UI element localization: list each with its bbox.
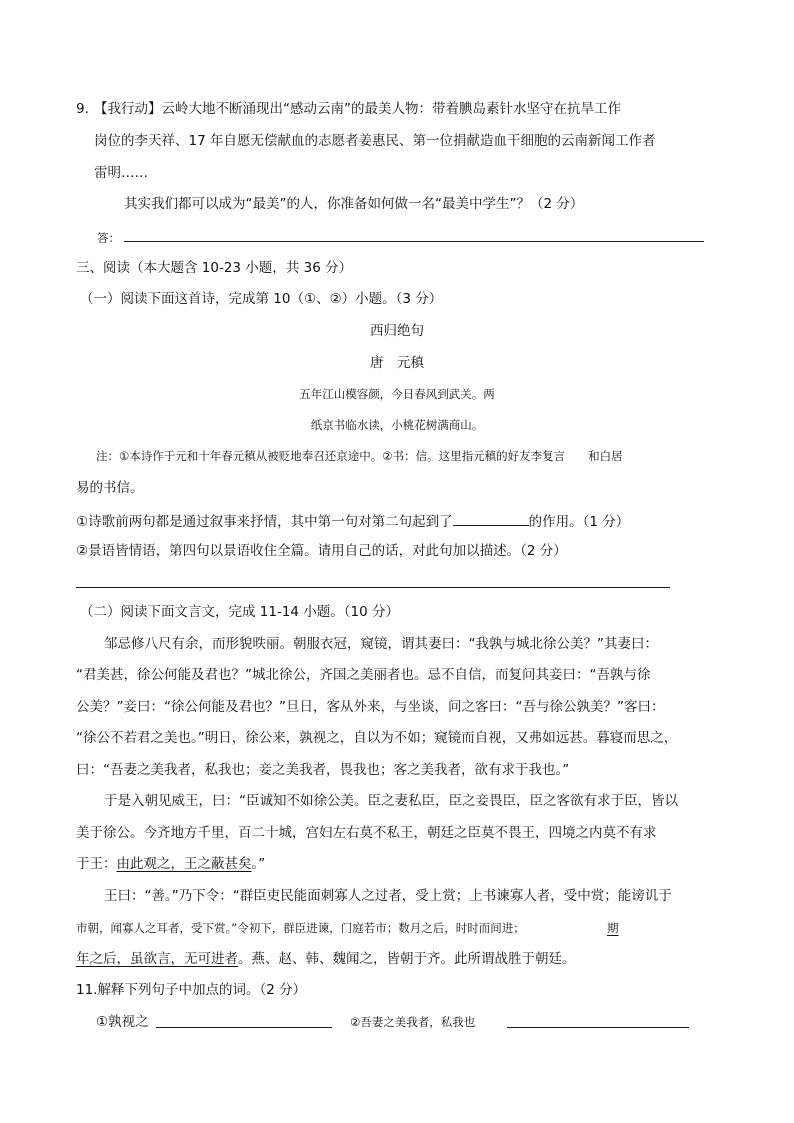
q10-item-b: ②景语皆情语，第四句以景语收住全篇。请用自己的话，对此句加以描述。（2 分）: [76, 543, 567, 559]
q10-item-a-before: ①诗歌前两句都是通过叙事来抒情，其中第一句对第二句起到了: [76, 514, 453, 530]
passage-p3-line3-end: 。燕、赵、韩、魏闻之，皆朝于齐。此所谓战胜于朝廷。: [238, 951, 576, 967]
poem-title: 西归绝句: [370, 323, 424, 339]
q9-answer-label: 答：: [97, 231, 120, 245]
passage-p2-line1: 于是入朝见威王，曰：“臣诚知不如徐公美。臣之妻私臣，臣之妾畏臣，臣之客欲有求于臣，皆以: [104, 793, 678, 809]
passage-p2-line3-end: 。”: [251, 856, 266, 872]
q11-item-1-answer-line[interactable]: [156, 1027, 332, 1028]
q9-prompt: 其实我们都可以成为“最美”的人，你准备如何做一名“最美中学生”？（2 分）: [124, 196, 584, 212]
q11-item-2: ②吾妻之美我者，私我也: [350, 1015, 476, 1029]
underlined-sentence-1: 由此观之，王之蔽甚矣: [116, 856, 252, 872]
q11-item-2-answer-line[interactable]: [507, 1027, 689, 1028]
q9-text-line1: 【我行动】云岭大地不断涌现出“感动云南”的最美人物：带着腆岛素针水坚守在抗旱工作: [94, 101, 621, 117]
part2-heading: （二）阅读下面文言文，完成 11-14 小题。（10 分）: [80, 604, 400, 620]
passage-p2-line2: 美于徐公。今齐地方千里，百二十城，宫妇左右莫不私王，朝廷之臣莫不畏王，四境之内莫不有求: [76, 825, 657, 841]
passage-p1-line4: “徐公不若君之美也。”明日，徐公来，孰视之，自以为不如；窥镜而自视，又弗如远甚。暮寝而思之，: [76, 730, 678, 746]
passage-p1-line1: 邹忌修八尺有余，而形貌昳丽。朝服衣冠，窥镜，谓其妻曰：“我孰与城北徐公美？”其妻曰：: [104, 636, 658, 652]
passage-p3-line3: [76, 950, 576, 968]
passage-p3-line1: 王曰：“善。”乃下令：“群臣吏民能面刺寡人之过者，受上赏；上书谏寡人者，受中赏；能谤讥于: [104, 888, 672, 904]
q9-number: 9.: [76, 101, 89, 117]
q11-item-1: ①孰视之: [96, 1014, 149, 1030]
section3-title: 三、阅读（本大题含 10-23 小题，共 36 分）: [76, 260, 353, 276]
q11-heading: 11.解释下列句子中加点的词。（2 分）: [76, 982, 307, 998]
passage-p1-line3: 公美？”妾曰：“徐公何能及君也？”旦日，客从外来，与坐谈，问之客曰：“吾与徐公孰美？”客曰：: [76, 699, 665, 715]
q10-item-a-after: 的作用。（1 分）: [528, 514, 630, 530]
poem-line-2: 纸京书临水读，小桃花树满商山。: [310, 418, 484, 432]
q10-item-a: [76, 511, 629, 531]
passage-p1-line2: “君美甚，徐公何能及君也？”城北徐公，齐国之美丽者也。忌不自信，而复问其妾曰：“吾孰与徐: [76, 667, 651, 683]
q9-text-line2: 岗位的李天祥、17 年自愿无偿献血的志愿者姜惠民、第一位捐献造血干细胞的云南新闻工作者: [94, 133, 656, 149]
passage-p1-line5: 曰：“吾妻之美我者，私我也；妾之美我者，畏我也；客之美我者，欲有求于我也。”: [76, 762, 570, 778]
poem-line-1: 五年江山模容颜，今日春风到武关。两: [299, 387, 495, 401]
passage-p2-line3-start: 于王：: [76, 856, 117, 872]
passage-p2-line3: [76, 855, 265, 873]
q9-answer-line[interactable]: [124, 241, 704, 242]
underlined-sentence-2: 年之后，虽欲言，无可进者: [76, 951, 238, 967]
part1-heading: （一）阅读下面这首诗，完成第 10（①、②）小题。（3 分）: [80, 291, 443, 307]
passage-p3-line2: [76, 919, 525, 937]
poem-note-line2: 易的书信。: [76, 480, 144, 496]
passage-p3-line2-text: 市朝，闻寡人之耳者，受下赏。”令初下，群臣进谏，门庭若市；数月之后，时时而间进；: [76, 921, 525, 935]
q9-text-line3: 雷明……: [94, 165, 148, 181]
underlined-char-ji: 期: [607, 921, 619, 935]
poem-note-line1: 注：①本诗作于元和十年春元稹从被贬地奉召还京途中。②书：信。这里指元稹的好友李复言 和白居: [96, 449, 623, 463]
q10-item-b-answer-line[interactable]: [76, 587, 670, 588]
poem-author: 唐 元稹: [370, 355, 424, 371]
q10-item-a-blank[interactable]: [453, 511, 529, 526]
